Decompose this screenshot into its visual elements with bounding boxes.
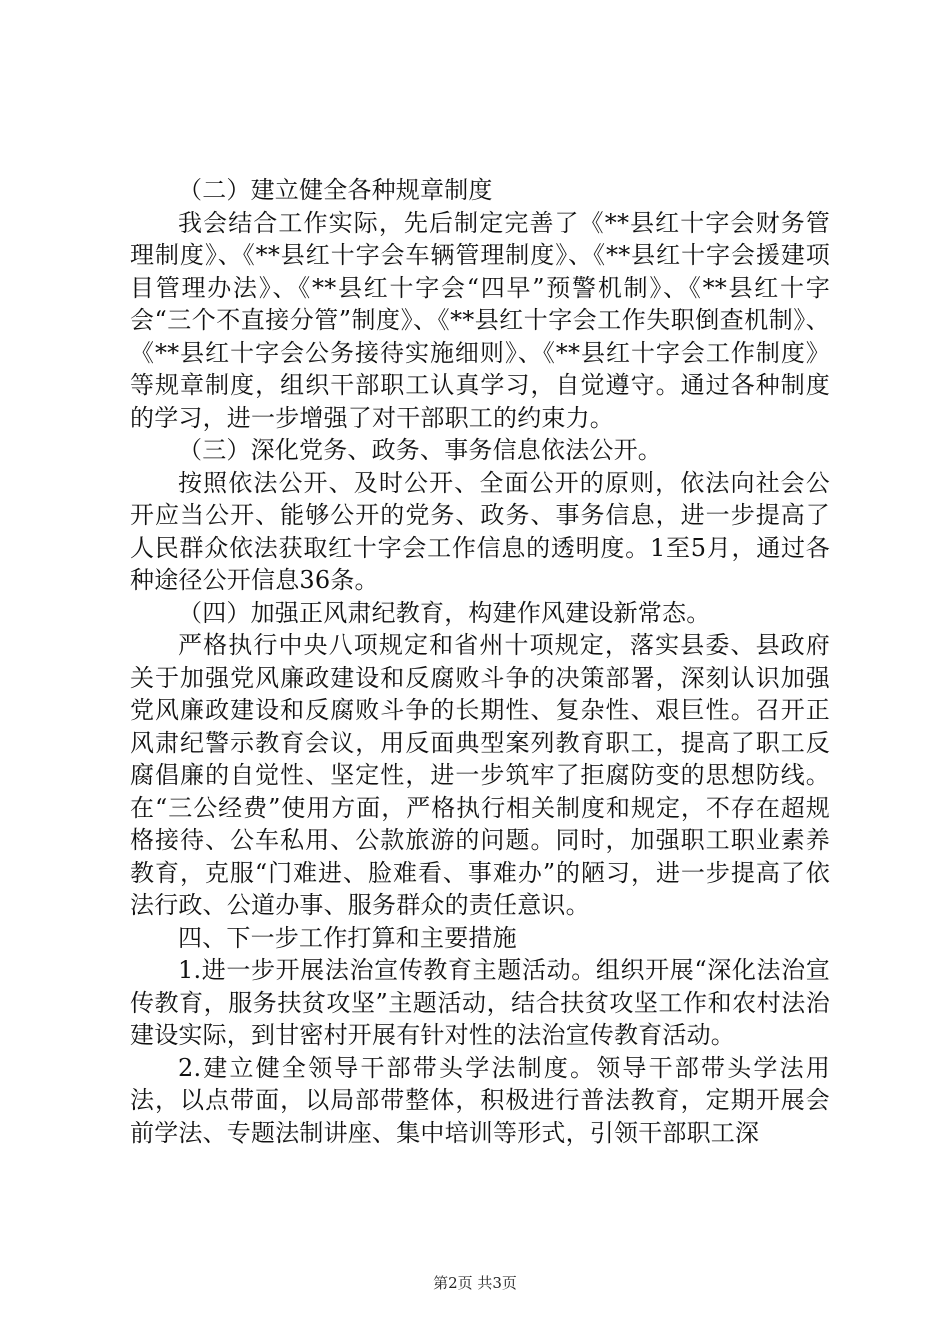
- body-paragraph-discipline: 严格执行中央八项规定和省州十项规定，落实县委、县政府关于加强党风廉政建设和反腐败斗争的决策部署，深刻认识加强党风廉政建设和反腐败斗争的长期性、复杂性、艰巨性。召开正风肃纪警示教育会议，用反面典型案列教育职工，提高了职工反腐倡廉的自觉性、坚定性，进一步筑牢了拒腐防变的思想防线。在“三公经费”使用方面，严格执行相关制度和规定，不存在超规格接待、公车私用、公款旅游的问题。同时，加强职工职业素养教育，克服“门难进、脸难看、事难办”的陋习，进一步提高了依法行政、公道办事、服务群众的责任意识。: [130, 631, 830, 919]
- page-number-footer: 第2页 共3页: [433, 1274, 517, 1292]
- body-paragraph-disclosure: 按照依法公开、及时公开、全面公开的原则，依法向社会公开应当公开、能够公开的党务、政务、事务信息，进一步提高了人民群众依法获取红十字会工作信息的透明度。1至5月，通过各种途径公开信息36条。: [130, 468, 830, 594]
- section-heading-4: （四）加强正风肃纪教育，构建作风建设新常态。: [178, 598, 711, 627]
- section-heading-3: （三）深化党务、政务、事务信息依法公开。: [178, 436, 662, 464]
- list-item-2: 2.建立健全领导干部带头学法制度。领导干部带头学法用法，以点带面，以局部带整体，积极进行普法教育，定期开展会前学法、专题法制讲座、集中培训等形式，引领干部职工深: [130, 1053, 830, 1147]
- document-body: [130, 174, 830, 1149]
- section-heading-2: （二）建立健全各种规章制度: [178, 176, 493, 204]
- body-paragraph-regulations: 我会结合工作实际，先后制定完善了《**县红十字会财务管理制度》、《**县红十字会车辆管理制度》、《**县红十字会援建项目管理办法》、《**县红十字会“四早”预警机制》、《**县红十字会“三个不直接分管”制度》、《**县红十字会工作失职倒查机制》、《**县红十字会公务接待实施细则》、《**县红十字会工作制度》等规章制度，组织干部职工认真学习，自觉遵守。通过各种制度的学习，进一步增强了对干部职工的约束力。: [130, 208, 830, 432]
- list-item-1: 1.进一步开展法治宣传教育主题活动。组织开展“深化法治宣传教育，服务扶贫攻坚”主题活动，结合扶贫攻坚工作和农村法治建设实际，到甘密村开展有针对性的法治宣传教育活动。: [130, 956, 830, 1049]
- section-heading-next-steps: 四、下一步工作打算和主要措施: [178, 923, 517, 952]
